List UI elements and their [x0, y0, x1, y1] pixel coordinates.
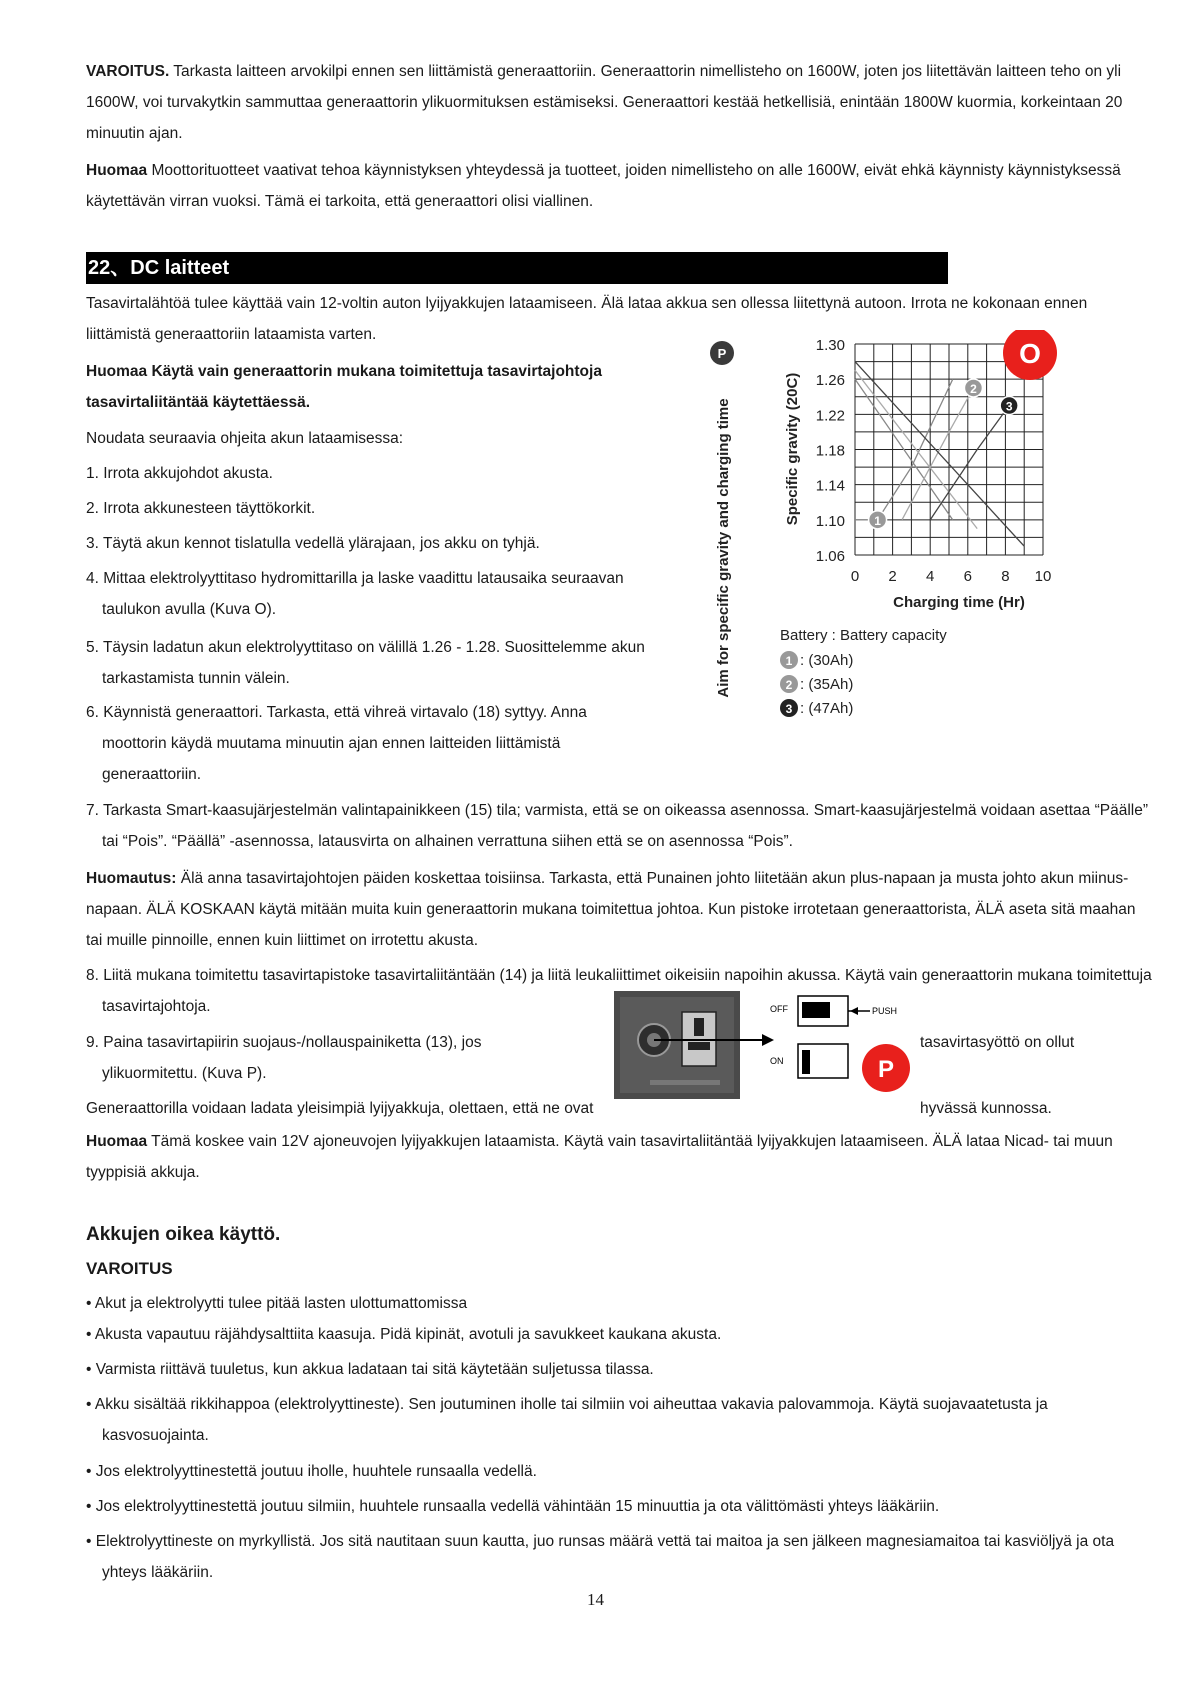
safety-bullet-1: • Akut ja elektrolyytti tulee pitää lasten ulottumattomissa: [86, 1295, 468, 1312]
dc-socket-figure: [614, 988, 924, 1108]
notice-label: Huomautus:: [86, 870, 177, 887]
chart-legend-title: Battery : Battery capacity: [780, 627, 947, 644]
chart-badge-p-letter: P: [717, 346, 727, 361]
chart-x-tick-label: 2: [888, 568, 897, 585]
chart-y-tick-label: 1.10: [815, 512, 845, 530]
push-label: PUSH: [872, 1006, 898, 1016]
chart-legend-marker-label: 1: [785, 654, 793, 668]
dc-outlet-pin-bottom: [688, 1042, 710, 1050]
chart-x-tick-label: 4: [926, 568, 935, 585]
panel-label-strip: [650, 1080, 720, 1085]
step-2: 2. Irrota akkunesteen täyttökorkit.: [86, 500, 316, 517]
chart-series-3-marker-label: 3: [1005, 399, 1013, 414]
chart-legend-marker-label: 3: [785, 702, 793, 716]
section-heading: 22、DC laitteet: [86, 252, 948, 284]
step-3: 3. Täytä akun kennot tislatulla vedellä ylärajaan, jos akku on tyhjä.: [86, 535, 540, 552]
step-7: 7. Tarkasta Smart-kaasujärjestelmän valintapainikkeen (15) tila; varmista, että se on oikeassa asennossa. Smart-kaasujärjestelmä voidaan asettaa “Päälle” tai “Pois”. “Päällä” -asennossa, latausvirta on alhainen verrattuna siihen että se on asennossa “Pois”.: [86, 802, 1148, 850]
chart-legend-entry: : (47Ah): [800, 700, 854, 717]
final-note-label: Huomaa: [86, 1133, 148, 1150]
notice-paragraph: [86, 863, 1136, 956]
safety-bullet-7: • Elektrolyyttineste on myrkyllistä. Jos sitä nautitaan suun kautta, juo runsas määrä vettä tai maitoa ja sen jälkeen magnesiamaitoa tai kasviöljyä ja ota yhteys lääkäriin.: [86, 1533, 1115, 1581]
chart-side-label: Aim for specific gravity and charging time: [715, 398, 732, 698]
final-note-text: Tämä koskee vain 12V ajoneuvojen lyijyakkujen lataamista. Käytä vain tasavirtaliitäntää lyijyakkujen lataamiseen. ÄLÄ lataa Nicad- tai muun tyyppisiä akkuja.: [86, 1133, 1113, 1181]
note-label: Huomaa: [86, 162, 148, 179]
chart-y-label: Specific gravity (20C): [784, 372, 801, 526]
charge-right-text: hyvässä kunnossa.: [920, 1100, 1052, 1117]
step-9-continuation: tasavirtasyöttö on ollut: [920, 1034, 1075, 1051]
warning-text: Tarkasta laitteen arvokilpi ennen sen liittämistä generaattoriin. Generaattorin nimellisteho on 1600W, joten jos liitettävän laitteen teho on yli 1600W, voi turvakytkin sammuttaa generaattorin ylikuormituksen estämiseksi. Generaattori kestää hetkellisiä, enintään 1800W kuormia, korkeintaan 20 minuutin ajan.: [86, 63, 1123, 142]
chart-x-tick-label: 0: [850, 568, 860, 585]
chart-x-tick-label: 8: [1001, 568, 1010, 585]
chart-y-tick-label: 1.06: [815, 548, 845, 565]
dc-intro-paragraph: Tasavirtalähtöä tulee käyttää vain 12-voltin auton lyijyakkujen lataamiseen. Älä lataa akkua sen ollessa liitettynä autoon. Irrota ne kokonaan ennen liittämistä generaattoriin lataamista varten.: [86, 295, 1088, 343]
warning-label: VAROITUS.: [86, 63, 170, 80]
follow-instructions: Noudata seuraavia ohjeita akun lataamisessa:: [86, 430, 404, 447]
notice-text: Älä anna tasavirtajohtojen päiden koskettaa toisiinsa. Tarkasta, että Punainen johto liitetään akun plus-napaan ja musta johto akun miinus-napaan. ÄLÄ KOSKAAN käytä mitään muita kuin generaattorin mukana toimitettua johtoa. Kun pistoke irrotetaan generaattorista, ÄLÄ aseta sitä maahan tai muille pinnoille, ennen kuin liittimet on irrotettu akusta.: [86, 870, 1136, 949]
safety-bullet-6: • Jos elektrolyyttinestettä joutuu silmiin, huuhtele runsaalla vedellä vähintään 15 minuuttia ja ota välittömästi yhteys lääkäriin.: [86, 1498, 940, 1515]
charge-left-text: Generaattorilla voidaan ladata yleisimpiä lyijyakkuja, olettaen, että ne ovat: [86, 1100, 594, 1117]
chart-legend-marker-label: 2: [785, 678, 793, 692]
chart-y-tick-label: 1.14: [815, 477, 845, 495]
push-arrow-head: [850, 1007, 858, 1015]
chart-x-label: Charging time (Hr): [893, 594, 1025, 611]
specific-gravity-chart: [700, 330, 1120, 750]
warning-paragraph: [86, 56, 1136, 149]
chart-legend-entry: : (35Ah): [800, 676, 854, 693]
final-note-paragraph: [86, 1126, 1136, 1188]
chart-y-tick-label: 1.26: [815, 372, 845, 390]
on-label: ON: [770, 1056, 784, 1066]
safety-bullet-2: • Akusta vapautuu räjähdysalttiita kaasuja. Pidä kipinät, avotuli ja savukkeet kaukana akusta.: [86, 1326, 722, 1343]
step-4: 4. Mittaa elektrolyyttitaso hydromittarilla ja laske vaadittu latausaika seuraavan taulukon avulla (Kuva O).: [86, 570, 624, 618]
step-1: 1. Irrota akkujohdot akusta.: [86, 465, 273, 482]
dc-note-paragraph: Huomaa Käytä vain generaattorin mukana toimitettuja tasavirtajohtoja tasavirtaliitäntää käytettäessä.: [86, 363, 602, 411]
chart-series-2-marker-label: 2: [970, 381, 977, 396]
off-label: OFF: [770, 1004, 788, 1014]
dc-outlet-pin-top: [694, 1018, 704, 1036]
chart-legend-entry: : (30Ah): [800, 652, 854, 669]
socket-panel-inner: [620, 997, 734, 1093]
pointer-arrow-head: [762, 1034, 774, 1046]
chart-badge-o-letter: O: [1019, 338, 1041, 369]
safety-bullet-5: • Jos elektrolyyttinestettä joutuu iholle, huuhtele runsaalla vedellä.: [86, 1463, 537, 1480]
step-9: 9. Paina tasavirtapiirin suojaus-/nollauspainiketta (13), jos ylikuormitettu. (Kuva P).: [86, 1034, 482, 1082]
step-5: 5. Täysin ladatun akun elektrolyyttitaso on välillä 1.26 - 1.28. Suosittelemme akun tarkastamista tunnin välein.: [86, 639, 645, 687]
safety-bullet-3: • Varmista riittävä tuuletus, kun akkua ladataan tai sitä käytetään suljetussa tilassa.: [86, 1361, 654, 1378]
step-6: 6. Käynnistä generaattori. Tarkasta, että vihreä virtavalo (18) syttyy. Anna moottorin käydä muutama minuutin ajan ennen laitteiden liittämistä generaattoriin.: [86, 704, 587, 783]
chart-x-tick-label: 6: [963, 568, 972, 585]
chart-y-tick-label: 1.18: [815, 442, 845, 460]
chart-series-1-marker-label: 1: [874, 513, 881, 528]
note-paragraph: [86, 155, 1136, 217]
step-8: 8. Liitä mukana toimitettu tasavirtapistoke tasavirtaliitäntään (14) ja liitä leukaliittimet oikeisiin napoihin akussa. Käytä vain generaattorin mukana toimitettuja tasavirtajohtoja.: [86, 967, 1152, 1015]
chart-series-2-charge-line: [902, 388, 973, 520]
safety-bullet-4: • Akku sisältää rikkihappoa (elektrolyyttineste). Sen joutuminen iholle tai silmiin voi aiheuttaa vakavia palovammoja. Käytä suojavaatetusta ja kasvosuojainta.: [86, 1396, 1048, 1444]
chart-y-tick-label: 1.30: [815, 337, 845, 354]
safety-heading: Akkujen oikea käyttö.: [86, 1224, 281, 1245]
note-text: Moottorituotteet vaativat tehoa käynnistyksen yhteydessä ja tuotteet, joiden nimellisteho on alle 1600W, eivät ehkä käynnisty käynnistyksessä käytettävän virran vuoksi. Tämä ei tarkoita, että generaattori olisi viallinen.: [86, 162, 1121, 210]
safety-warning-label: VAROITUS: [86, 1259, 173, 1278]
breaker-off-plunger: [802, 1002, 830, 1018]
breaker-on-plunger: [802, 1050, 810, 1074]
page-number: 14: [587, 1590, 604, 1609]
chart-y-tick-label: 1.22: [815, 407, 845, 425]
chart-x-tick-label: 10: [1034, 568, 1052, 585]
figure-p-badge-letter: P: [877, 1056, 895, 1083]
